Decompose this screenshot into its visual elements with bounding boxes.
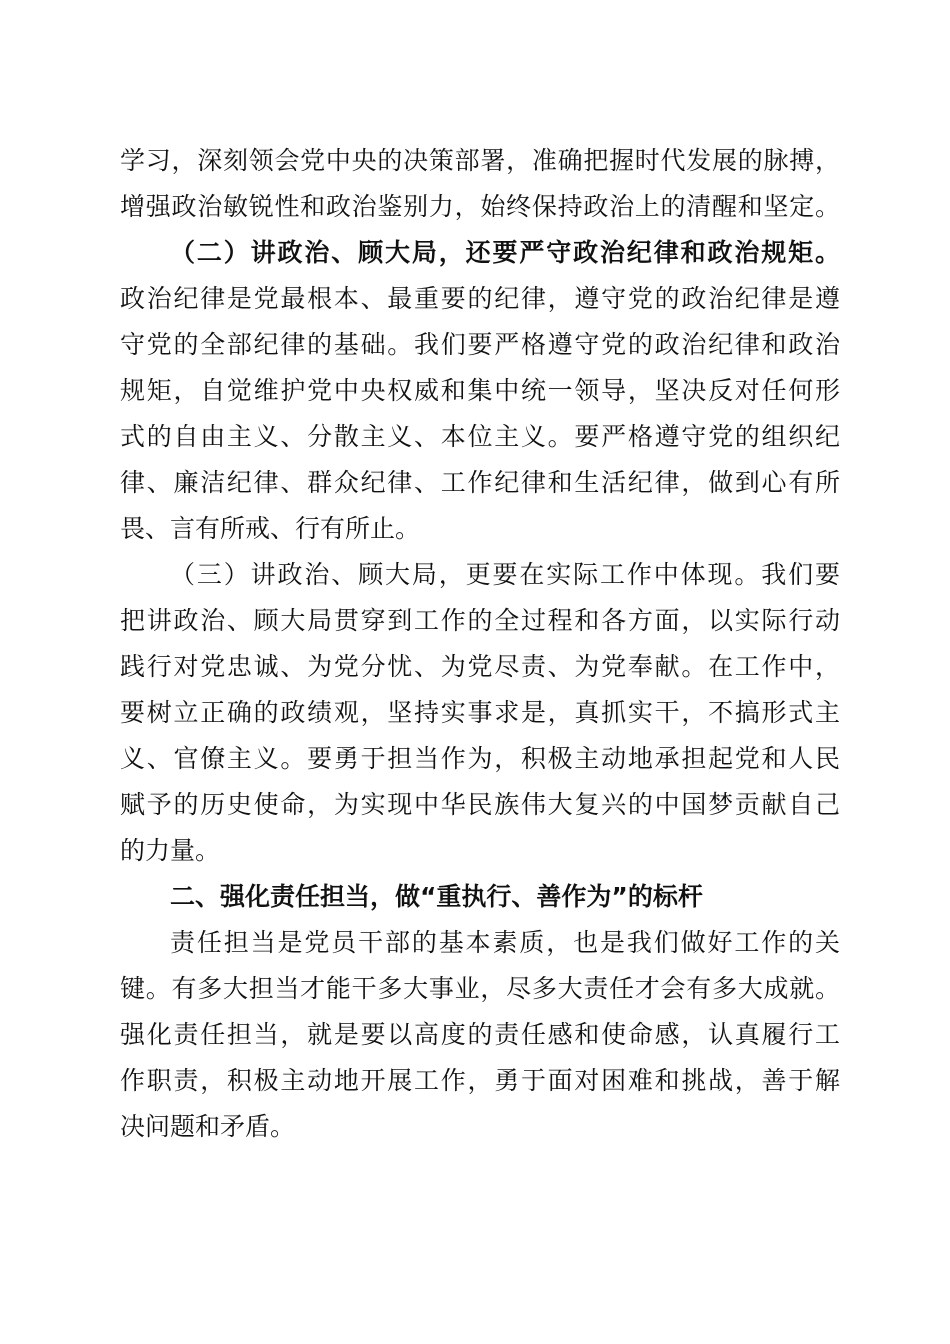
body-text-line: 要树立正确的政绩观，坚持实事求是，真抓实干，不搞形式主 bbox=[120, 698, 840, 727]
body-text-line: 决问题和矛盾。 bbox=[120, 1112, 296, 1141]
body-text-line: 键。有多大担当才能干多大事业，尽多大责任才会有多大成就。 bbox=[120, 974, 840, 1003]
body-text-line: 的力量。 bbox=[120, 836, 221, 865]
body-text-line: 增强政治敏锐性和政治鉴别力，始终保持政治上的清醒和坚定。 bbox=[120, 192, 840, 221]
body-text-line: 践行对党忠诚、为党分忧、为党尽责、为党奉献。在工作中， bbox=[120, 652, 840, 681]
body-text-line: 守党的全部纪律的基础。我们要严格遵守党的政治纪律和政治 bbox=[120, 330, 840, 359]
body-text-line: 律、廉洁纪律、群众纪律、工作纪律和生活纪律，做到心有所 bbox=[120, 468, 840, 497]
body-text-line: 式的自由主义、分散主义、本位主义。要严格遵守党的组织纪 bbox=[120, 422, 840, 451]
body-text-line: 作职责，积极主动地开展工作，勇于面对困难和挑战，善于解 bbox=[120, 1066, 840, 1095]
body-text-line: 把讲政治、顾大局贯穿到工作的全过程和各方面，以实际行动 bbox=[120, 606, 840, 635]
body-text-line: 畏、言有所戒、行有所止。 bbox=[120, 514, 421, 543]
body-text-line: 规矩，自觉维护党中央权威和集中统一领导，坚决反对任何形 bbox=[120, 376, 840, 405]
section-heading-2: 二、强化责任担当，做“重执行、善作为”的标杆 bbox=[170, 882, 703, 911]
body-text-line: 赋予的历史使命，为实现中华民族伟大复兴的中国梦贡献自己 bbox=[120, 790, 840, 819]
body-text-line: 政治纪律是党最根本、最重要的纪律，遵守党的政治纪律是遵 bbox=[120, 284, 840, 313]
section-2-first-line: 责任担当是党员干部的基本素质，也是我们做好工作的关 bbox=[170, 928, 840, 957]
body-text-line: 学习，深刻领会党中央的决策部署，准确把握时代发展的脉搏， bbox=[120, 146, 840, 175]
subsection-heading-2: （二）讲政治、顾大局，还要严守政治纪律和政治规矩。 bbox=[170, 238, 840, 267]
subsection-3-first-line: （三）讲政治、顾大局，更要在实际工作中体现。我们要 bbox=[170, 560, 840, 589]
body-text-line: 义、官僚主义。要勇于担当作为，积极主动地承担起党和人民 bbox=[120, 744, 840, 773]
body-text-line: 强化责任担当，就是要以高度的责任感和使命感，认真履行工 bbox=[120, 1020, 840, 1049]
